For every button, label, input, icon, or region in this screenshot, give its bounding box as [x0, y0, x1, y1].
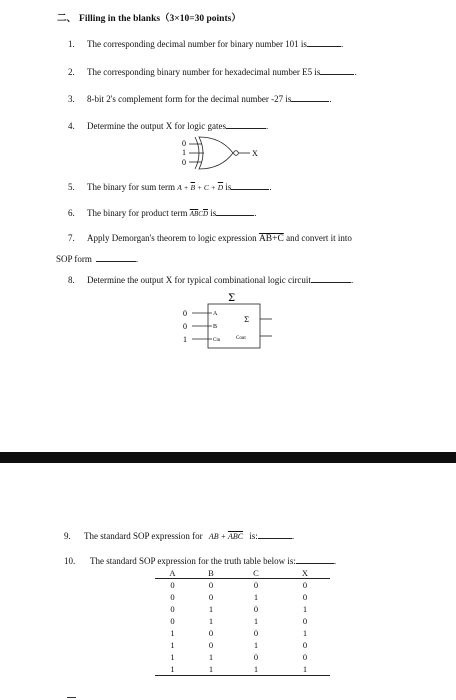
answer-blank[interactable]	[320, 66, 354, 75]
cell-c: 0	[253, 604, 259, 614]
cell-x: 0	[302, 580, 308, 590]
question-number: 2.	[68, 67, 75, 77]
cell-b: 0	[208, 592, 214, 602]
adder-output-lines	[260, 319, 272, 336]
cell-b: 1	[208, 652, 214, 662]
gate-input-0: 0	[182, 139, 186, 148]
question-number: 3.	[68, 94, 75, 104]
adder-pin-b: B	[213, 324, 218, 330]
question-suffix: is:	[249, 531, 258, 541]
gate-input-2: 0	[182, 158, 186, 167]
question-6: 6. The binary for product term $\overline{AB}C\overline{D}$ is .	[68, 208, 257, 218]
question-text: Determine the output X for typical combinational logic circuit	[87, 275, 311, 285]
question-number: 9.	[64, 531, 71, 541]
question-suffix: is	[210, 208, 217, 218]
section-title-text: Filling in the blanks（3×10=30 points）	[79, 14, 241, 24]
sop-expression: AB + $\overline{ABC}$	[208, 532, 244, 541]
table-row	[155, 603, 330, 615]
header-c: C	[232, 567, 280, 579]
question-8: 8. Determine the output X for typical combinational logic circuit .	[68, 275, 354, 285]
question-text: Apply Demorgan's theorem to logic expression	[87, 233, 257, 243]
answer-blank[interactable]	[258, 530, 292, 539]
cell-c: 1	[253, 640, 259, 650]
header-x: X	[280, 567, 330, 579]
question-number: 6.	[68, 208, 75, 218]
cell-b: 0	[208, 640, 214, 650]
question-text: The binary for sum term	[87, 182, 175, 192]
adder-out-cout: Cout	[236, 336, 246, 341]
question-number: 8.	[68, 275, 75, 285]
cell-b: 1	[190, 663, 232, 676]
inversion-bubble	[234, 151, 239, 156]
question-text: The standard SOP expression for	[84, 531, 203, 541]
product-term-expression: $\overline{AB}C\overline{D}$	[189, 210, 209, 218]
cell-c: 0	[253, 652, 259, 662]
cell-a: 1	[170, 652, 175, 662]
table-row	[155, 579, 330, 592]
cell-c: 1	[232, 663, 280, 676]
gate-input-lines	[189, 144, 204, 162]
table-row	[155, 639, 330, 651]
adder-input-cin-value: 1	[183, 335, 187, 344]
cell-a: 0	[170, 580, 175, 590]
header-a: A	[155, 567, 190, 579]
adder-input-lines	[192, 313, 212, 339]
table-row	[155, 663, 330, 676]
demorgan-expression: AB+C	[258, 234, 284, 244]
cell-a: 0	[170, 616, 175, 626]
adder-sigma-label: Σ	[228, 293, 236, 304]
next-question-marker	[67, 697, 76, 698]
question-number: 1.	[68, 39, 75, 49]
adder-pin-a: A	[213, 311, 218, 317]
question-suffix: is	[225, 182, 232, 192]
question-text: The corresponding decimal number for binary number 101 is	[87, 39, 307, 49]
table-row	[155, 651, 330, 663]
adder-pin-cin: Cin	[213, 338, 221, 343]
page-separator	[0, 452, 456, 463]
cell-a: 0	[170, 592, 175, 602]
table-row	[155, 591, 330, 603]
question-text-line2: SOP form	[56, 254, 92, 264]
question-number: 7.	[68, 233, 75, 243]
answer-blank[interactable]	[231, 181, 269, 190]
answer-blank[interactable]	[96, 253, 136, 262]
question-text: The binary for product term	[87, 208, 188, 218]
cell-b: 0	[208, 628, 214, 638]
question-7-line2: SOP form .	[56, 254, 139, 264]
cell-x: 0	[302, 652, 308, 662]
cell-x: 0	[302, 640, 308, 650]
answer-blank[interactable]	[307, 38, 341, 47]
question-number: 10.	[64, 556, 76, 566]
question-number: 5.	[68, 182, 75, 192]
question-10: 10. The standard SOP expression for the truth table below is: .	[64, 556, 337, 566]
question-2: 2. The corresponding binary number for hexadecimal number E5 is .	[68, 67, 357, 77]
adder-input-a-value: 0	[183, 309, 187, 318]
gate-body	[199, 137, 233, 169]
answer-blank[interactable]	[296, 555, 334, 564]
section-mark: 二、	[57, 14, 77, 24]
question-text: The corresponding binary number for hexadecimal number E5 is	[87, 67, 321, 77]
adder-out-sigma: Σ	[244, 316, 249, 324]
answer-blank[interactable]	[291, 93, 329, 102]
cell-c: 0	[253, 628, 259, 638]
question-text: The standard SOP expression for the truth table below is:	[90, 556, 296, 566]
question-tail: and convert it into	[286, 233, 352, 243]
cell-a: 0	[170, 604, 175, 614]
cell-a: 1	[170, 628, 175, 638]
cell-x: 1	[280, 663, 330, 676]
question-text: Determine the output X for logic gates	[87, 121, 226, 131]
cell-x: 0	[302, 592, 308, 602]
answer-blank[interactable]	[216, 207, 254, 216]
cell-c: 1	[253, 592, 259, 602]
adder-input-b-value: 0	[183, 322, 187, 331]
cell-a: 1	[155, 663, 190, 676]
cell-b: 0	[208, 580, 214, 590]
question-7	[68, 233, 352, 245]
sum-term-expression: $A + \overline{B} + C + \overline{D}$	[177, 183, 224, 192]
question-text: 8-bit 2's complement form for the decimal number -27 is	[87, 94, 292, 104]
question-1: 1. The corresponding decimal number for binary number 101 is .	[68, 39, 344, 49]
cell-c: 0	[253, 580, 259, 590]
question-4: 4. Determine the output X for logic gates .	[68, 121, 269, 131]
gate-output-label: X	[252, 149, 258, 158]
full-adder-diagram	[170, 288, 280, 350]
truth-table-header	[155, 567, 330, 579]
cell-x: 1	[302, 628, 308, 638]
section-title	[57, 10, 241, 24]
question-3: 3. 8-bit 2's complement form for the decimal number -27 is .	[68, 94, 332, 104]
table-row	[155, 627, 330, 639]
answer-blank[interactable]	[311, 274, 351, 283]
cell-a: 1	[170, 640, 175, 650]
table-row	[155, 615, 330, 627]
question-9: 9. The standard SOP expression for AB + $\overline{ABC}$ is: .	[64, 531, 295, 541]
gate-input-1: 1	[182, 148, 186, 157]
question-5: 5. The binary for sum term $A + \overline{B} + C + \overline{D}$ is .	[68, 182, 272, 192]
cell-x: 1	[302, 604, 308, 614]
question-number: 4.	[68, 121, 75, 131]
cell-b: 1	[208, 604, 214, 614]
xor-gate-diagram	[175, 134, 275, 174]
cell-x: 0	[302, 616, 308, 626]
cell-c: 1	[253, 616, 259, 626]
truth-table	[155, 567, 330, 676]
cell-b: 1	[208, 616, 214, 626]
answer-blank[interactable]	[226, 120, 266, 129]
header-b: B	[190, 567, 232, 579]
